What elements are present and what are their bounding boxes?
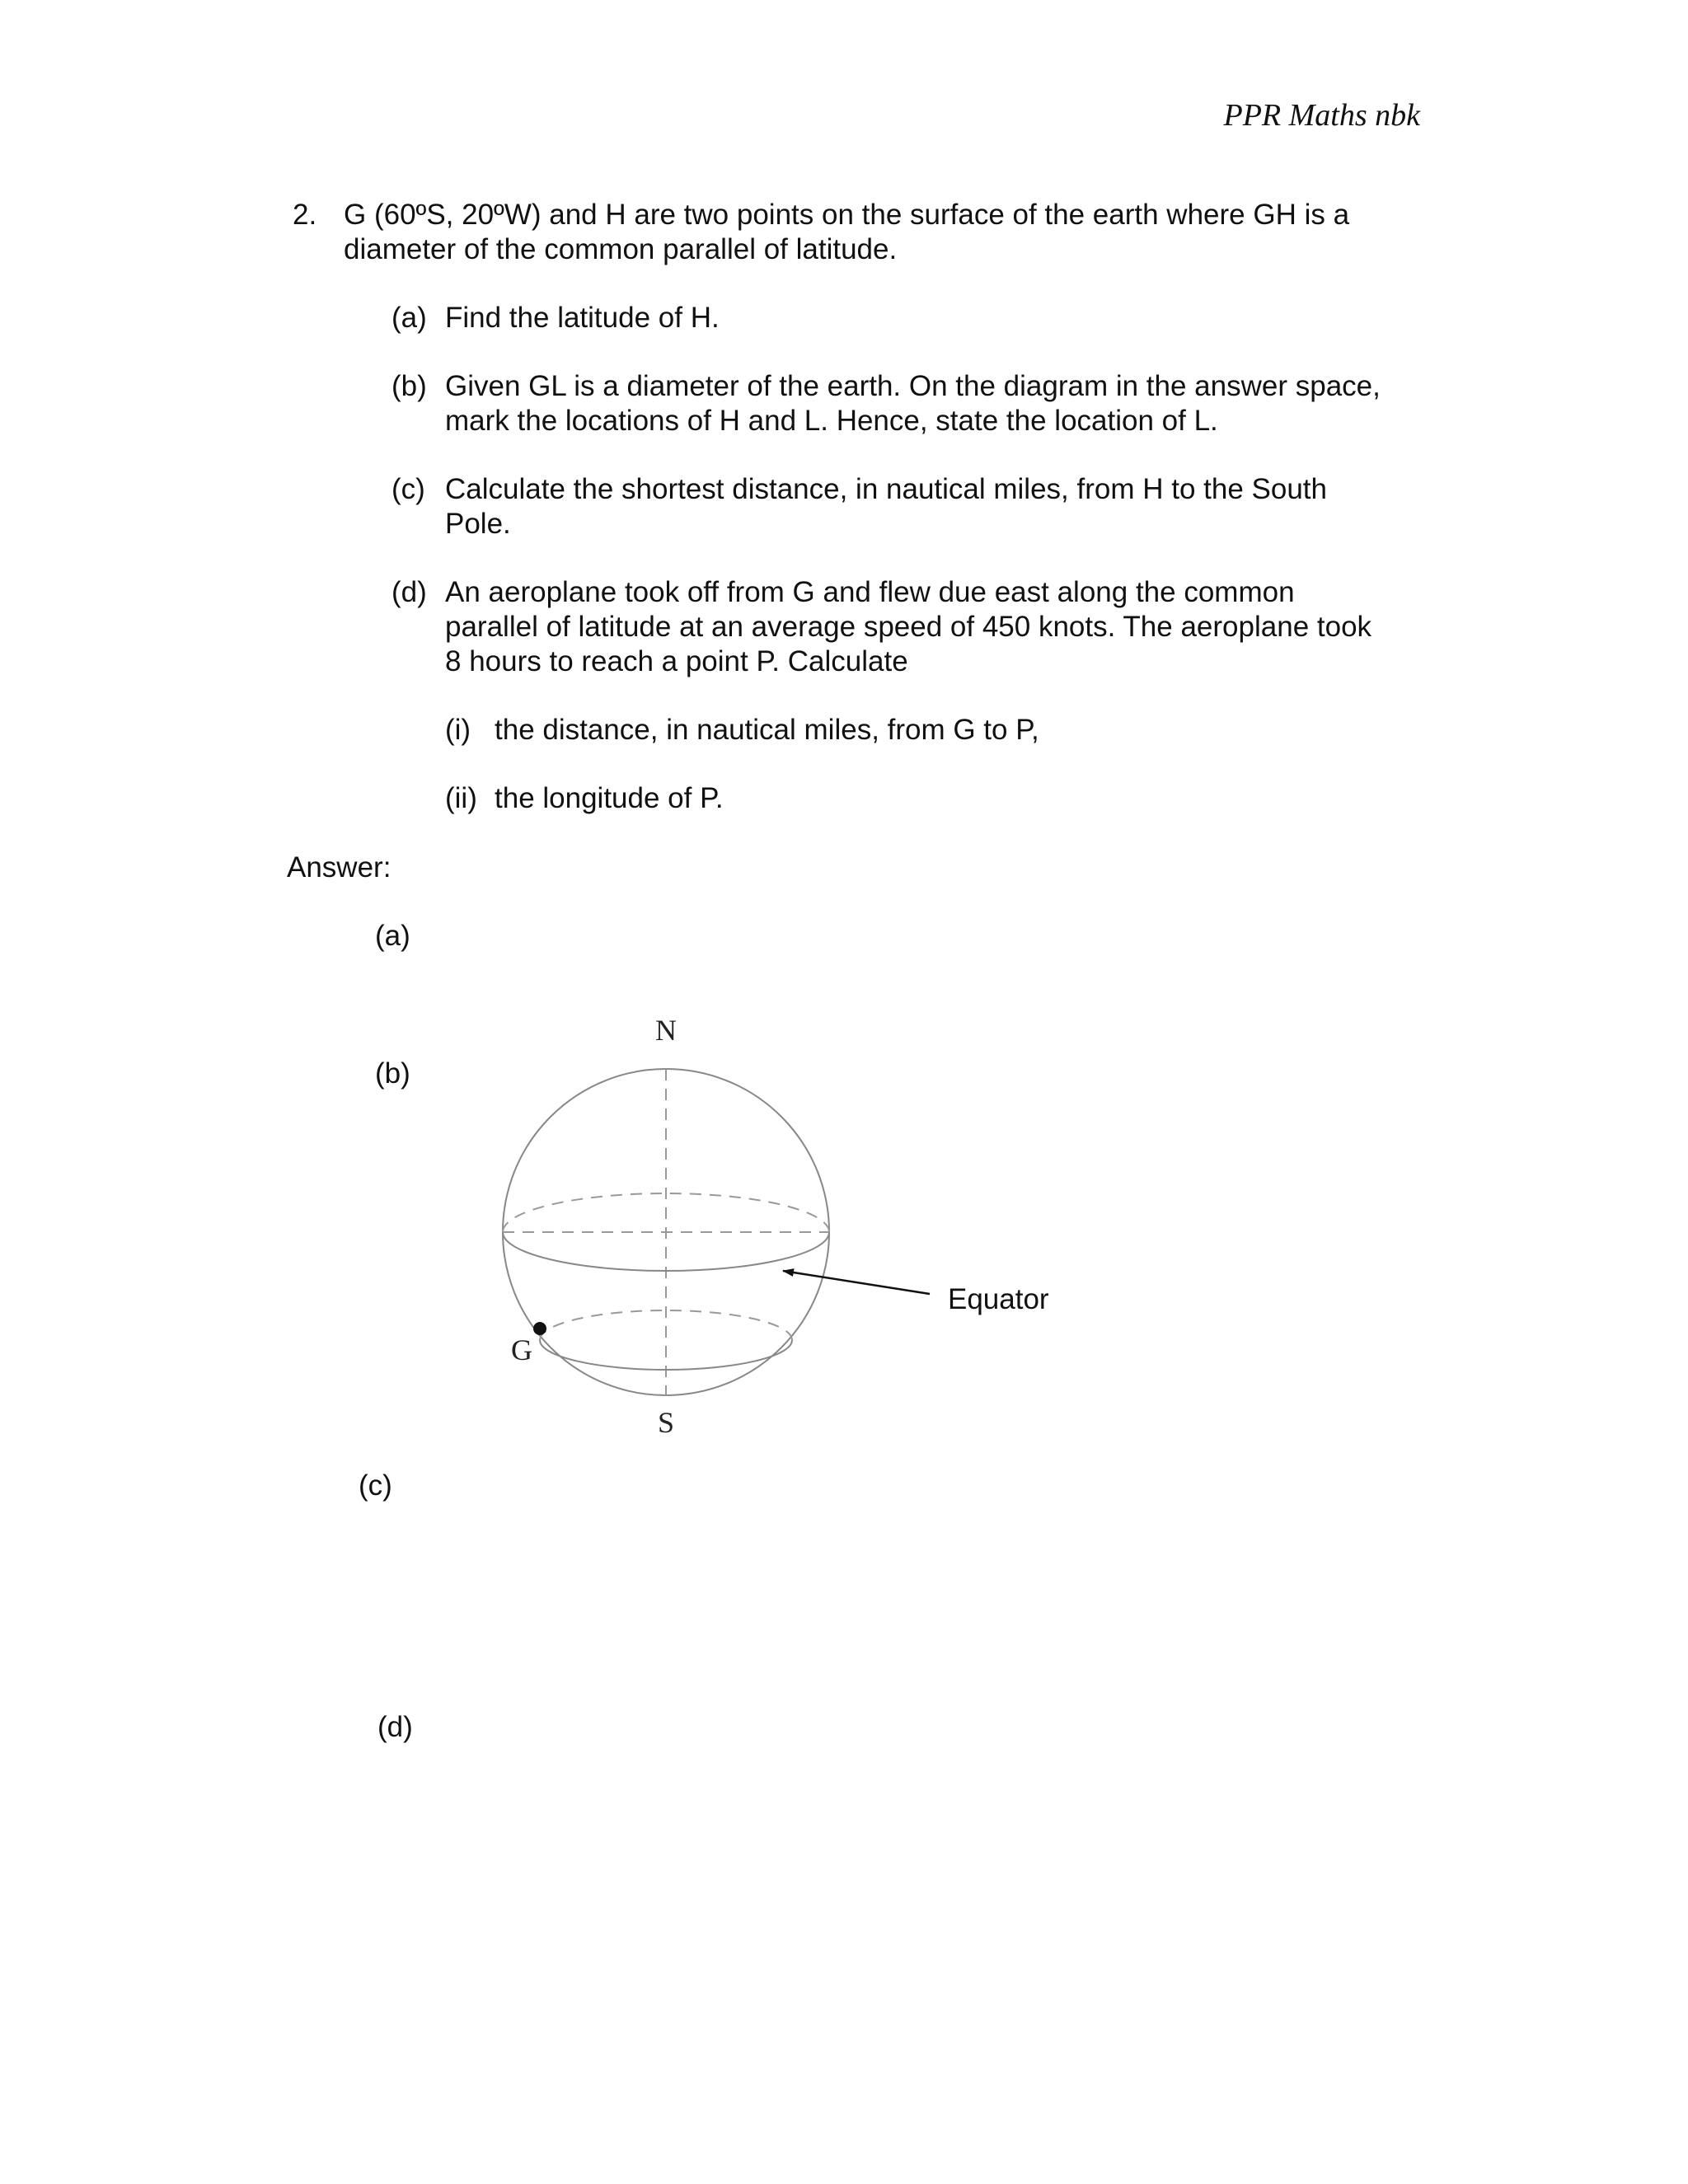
part-b-text-line-1: Given GL is a diameter of the earth. On the diagram in the answer space, xyxy=(445,370,1381,402)
answer-c-label: (c) xyxy=(359,1469,392,1502)
part-d-ii-label: (ii) xyxy=(445,782,477,814)
south-label: S xyxy=(657,1406,675,1439)
part-b-label: (b) xyxy=(392,370,427,402)
point-g-dot[interactable] xyxy=(533,1322,546,1335)
answer-d-label: (d) xyxy=(377,1711,413,1743)
question-number: 2. xyxy=(293,199,317,231)
equator-arrow xyxy=(783,1271,930,1294)
part-b-text-line-2: mark the locations of H and L. Hence, state the location of L. xyxy=(445,405,1218,437)
part-d-ii-text: the longitude of P. xyxy=(495,782,724,814)
part-d-i-label: (i) xyxy=(445,714,471,746)
part-c-text-line-1: Calculate the shortest distance, in nautical miles, from H to the South xyxy=(445,473,1327,505)
part-d-label: (d) xyxy=(392,576,427,608)
part-d-text-line-3: 8 hours to reach a point P. Calculate xyxy=(445,645,908,677)
answer-b-label: (b) xyxy=(375,1057,410,1090)
answer-a-label: (a) xyxy=(375,920,410,952)
part-a-text: Find the latitude of H. xyxy=(445,302,720,334)
part-a-label: (a) xyxy=(392,302,427,334)
answer-heading: Answer: xyxy=(287,851,392,883)
question-stem-line-2: diameter of the common parallel of latitude. xyxy=(344,233,898,265)
part-d-i-text: the distance, in nautical miles, from G to P, xyxy=(495,714,1039,746)
equator-label: Equator xyxy=(948,1283,1049,1315)
part-c-text-line-2: Pole. xyxy=(445,508,511,540)
question-stem-line-1: G (60ºS, 20ºW) and H are two points on the surface of the earth where GH is a xyxy=(344,199,1350,231)
point-g-label: G xyxy=(511,1333,532,1366)
part-d-text-line-2: parallel of latitude at an average speed of 450 knots. The aeroplane took xyxy=(445,611,1372,643)
north-label: N xyxy=(655,1014,677,1047)
part-d-text-line-1: An aeroplane took off from G and flew due east along the common xyxy=(445,576,1295,608)
page-header: PPR Maths nbk xyxy=(1223,98,1420,133)
part-c-label: (c) xyxy=(392,473,425,505)
